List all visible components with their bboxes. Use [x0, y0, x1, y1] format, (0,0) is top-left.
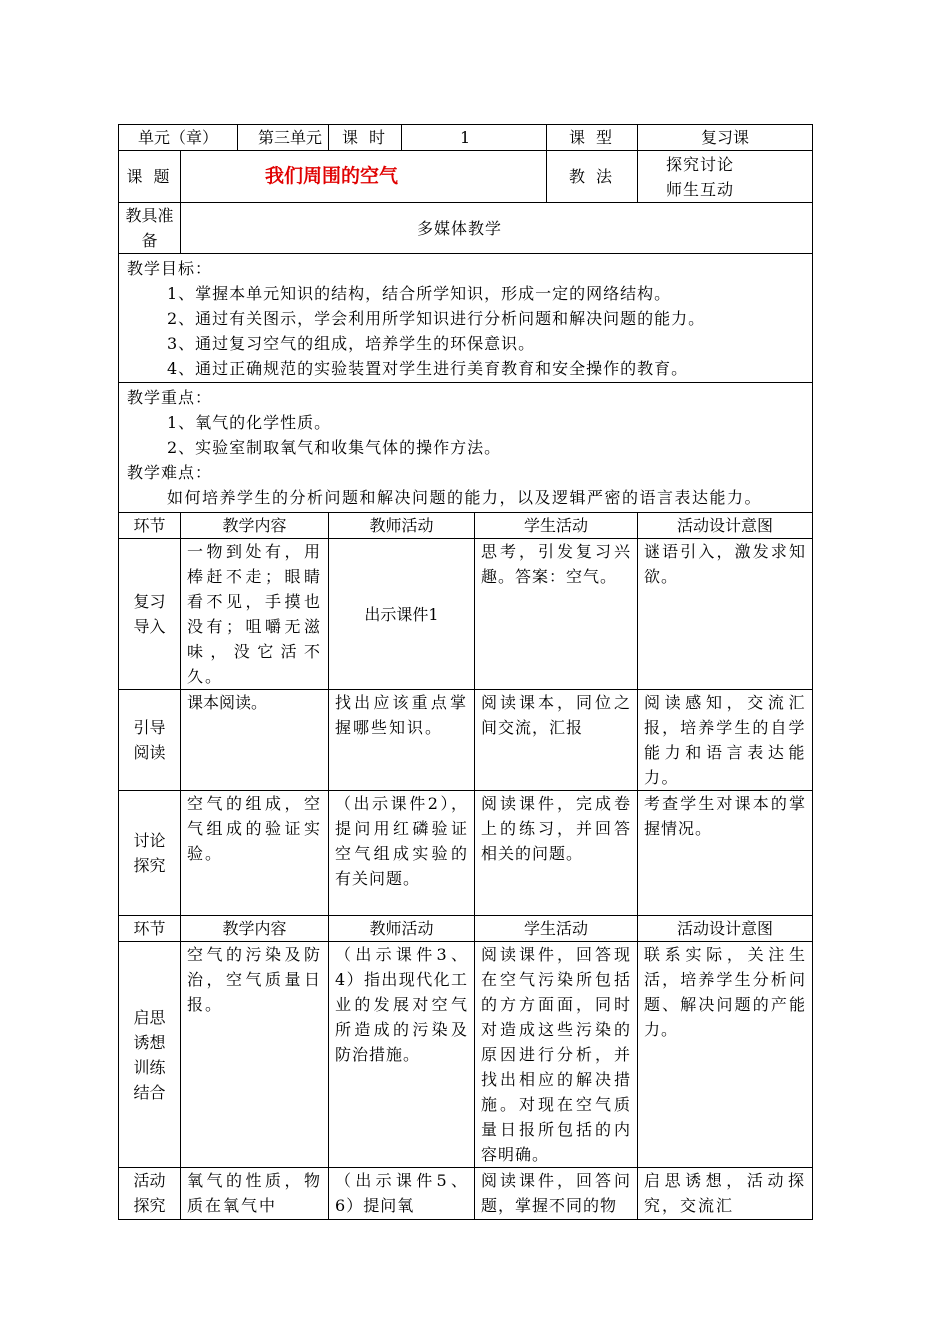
- period-label: 课 时: [329, 125, 402, 151]
- tools-label: 教具准备: [119, 203, 181, 254]
- activity-header-row: [119, 513, 813, 539]
- topic-title: 我们周围的空气: [181, 151, 547, 203]
- stage-cell: 启思诱想训练结合: [119, 942, 181, 1168]
- topic-label: 课 题: [119, 151, 181, 203]
- key-points-heading: 教学重点：: [127, 388, 213, 407]
- content-cell: 氧气的性质，物质在氧气中: [181, 1168, 329, 1220]
- table-row: [119, 791, 813, 916]
- unit-value: 第三单元: [258, 128, 323, 147]
- table-row: [119, 690, 813, 791]
- student-cell: 阅读课件，回答问题，掌握不同的物: [475, 1168, 638, 1220]
- unit-label: 单元（章）: [119, 125, 238, 150]
- header-row-topic: [119, 151, 813, 203]
- tools-value: 多媒体教学: [181, 203, 813, 254]
- method-value: [638, 151, 813, 203]
- goals-row: [119, 254, 813, 383]
- stage-cell: 引导阅读: [119, 690, 181, 791]
- goal-item: 4、通过正确规范的实验装置对学生进行美育教育和安全操作的教育。: [167, 359, 689, 378]
- intent-cell: 阅读感知，交流汇报，培养学生的自学能力和语言表达能力。: [638, 690, 813, 791]
- intent-cell: 联系实际，关注生活，培养学生分析问题、解决问题的产能力。: [638, 942, 813, 1168]
- content-cell: 空气的组成，空气组成的验证实验。: [181, 791, 329, 916]
- goal-item: 2、通过有关图示，学会利用所学知识进行分析问题和解决问题的能力。: [167, 309, 706, 328]
- lesson-plan-table: [118, 124, 813, 1220]
- header-row-tools: [119, 203, 813, 254]
- difficulties-text: 如何培养学生的分析问题和解决问题的能力，以及逻辑严密的语言表达能力。: [167, 488, 763, 507]
- teacher-cell: （出示课件5、6）提问氧: [329, 1168, 475, 1220]
- stage-cell: 活动探究: [119, 1168, 181, 1220]
- column-header: 环节: [119, 916, 181, 942]
- column-header: 教学内容: [181, 513, 329, 539]
- student-cell: 阅读课件，回答现在空气污染所包括的方方面面，同时对造成这些污染的原因进行分析，并找出相应的解决措施。对现在空气质量日报所包括的内容明确。: [475, 942, 638, 1168]
- goal-item: 3、通过复习空气的组成，培养学生的环保意识。: [167, 334, 536, 353]
- type-label: 课 型: [547, 125, 638, 151]
- method-line-1: 探究讨论: [666, 154, 735, 174]
- column-header: 教学内容: [181, 916, 329, 942]
- intent-cell: 谜语引入，激发求知欲。: [638, 539, 813, 690]
- content-cell: 一物到处有，用棒赶不走；眼睛看不见，手摸也没有；咀嚼无滋味，没它活不久。: [181, 539, 329, 690]
- stage-cell: 讨论探究: [119, 791, 181, 916]
- header-row-unit: [119, 125, 813, 151]
- intent-cell: 考查学生对课本的掌握情况。: [638, 791, 813, 916]
- lesson-plan-sheet: [118, 124, 812, 1220]
- column-header: 环节: [119, 513, 181, 539]
- content-cell: 空气的污染及防治，空气质量日报。: [181, 942, 329, 1168]
- column-header: 教师活动: [329, 916, 475, 942]
- goals-heading: 教学目标：: [127, 259, 213, 278]
- teacher-cell: 出示课件1: [329, 539, 475, 690]
- student-cell: 阅读课件，完成卷上的练习，并回答相关的问题。: [475, 791, 638, 916]
- method-label: 教 法: [547, 151, 638, 203]
- intent-cell: 启思诱想，活动探究，交流汇: [638, 1168, 813, 1220]
- content-cell: 课本阅读。: [181, 690, 329, 791]
- column-header: 教师活动: [329, 513, 475, 539]
- table-row: [119, 942, 813, 1168]
- student-cell: 思考，引发复习兴趣。答案：空气。: [475, 539, 638, 690]
- key-point-item: 2、实验室制取氧气和收集气体的操作方法。: [167, 438, 502, 457]
- period-value: 1: [402, 125, 547, 151]
- table-row: [119, 539, 813, 690]
- stage-cell: 复习导入: [119, 539, 181, 690]
- column-header: 学生活动: [475, 513, 638, 539]
- key-point-item: 1、氧气的化学性质。: [167, 413, 332, 432]
- teacher-cell: （出示课件2），提问用红磷验证空气组成实验的有关问题。: [329, 791, 475, 916]
- difficulties-heading: 教学难点：: [127, 463, 213, 482]
- column-header: 活动设计意图: [638, 916, 813, 942]
- method-line-2: 师生互动: [666, 179, 735, 199]
- activity-header-row-repeat: [119, 916, 813, 942]
- type-value: 复习课: [638, 125, 813, 151]
- student-cell: 阅读课本，同位之间交流，汇报: [475, 690, 638, 791]
- column-header: 活动设计意图: [638, 513, 813, 539]
- table-row: [119, 1168, 813, 1220]
- teaching-goals: [119, 254, 813, 383]
- key-points-row: [119, 383, 813, 513]
- teacher-cell: 找出应该重点掌握哪些知识。: [329, 690, 475, 791]
- teacher-cell: （出示课件3、4）指出现代化工业的发展对空气所造成的污染及防治措施。: [329, 942, 475, 1168]
- key-points: [119, 383, 813, 513]
- column-header: 学生活动: [475, 916, 638, 942]
- goal-item: 1、掌握本单元知识的结构，结合所学知识，形成一定的网络结构。: [167, 284, 672, 303]
